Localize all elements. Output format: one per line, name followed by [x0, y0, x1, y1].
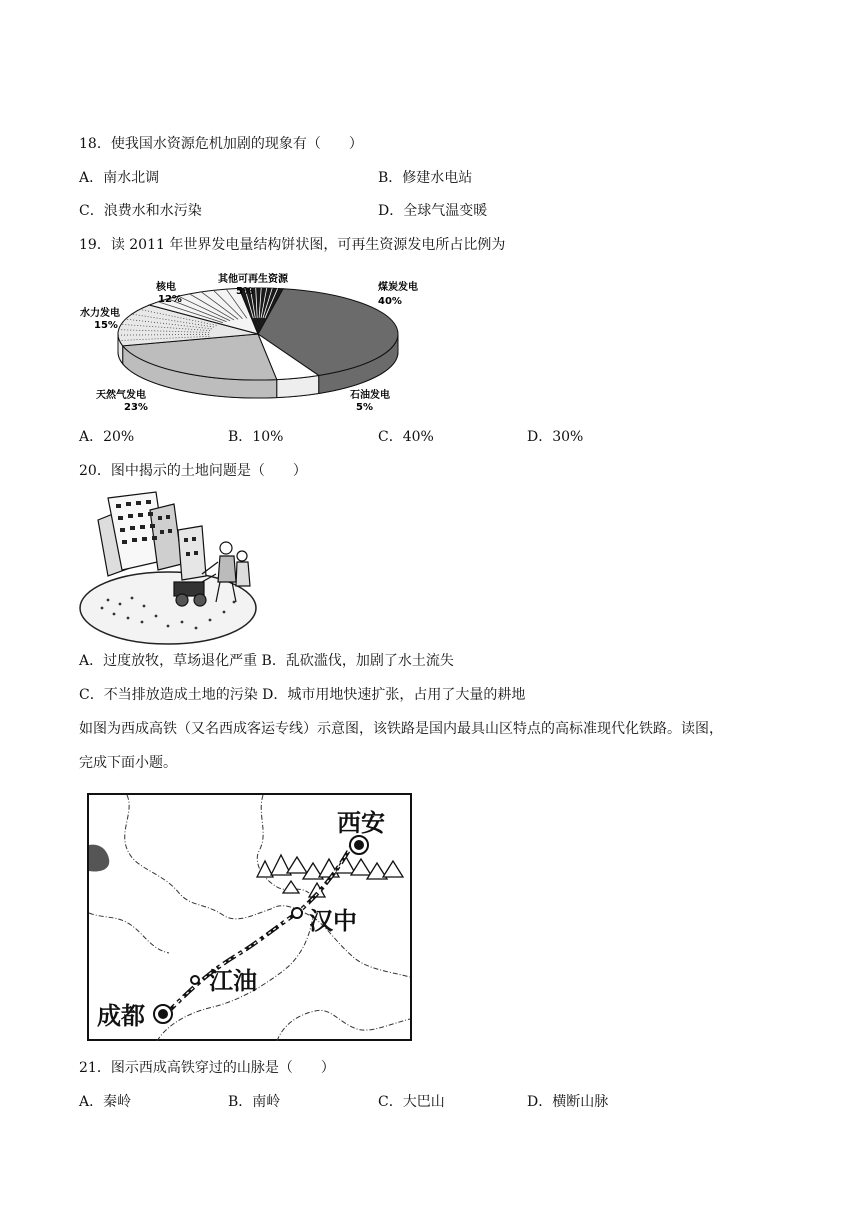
xicheng-railway-map: [87, 793, 412, 1041]
intro-line-1: 如图为西成高铁（又名西成客运专线）示意图，该铁路是国内最具山区特点的高标准现代化铁路。读图，: [79, 721, 723, 737]
q21-option-b: B．南岭: [228, 1094, 281, 1110]
slice-4-value-label: 12%: [158, 294, 182, 305]
farmer-2: [236, 551, 250, 586]
q19-option-b: B．10%: [228, 429, 284, 445]
slice-5-value-label: 5%: [236, 286, 253, 297]
city-marker-hanzhong: [292, 908, 302, 918]
slice-3-value-label: 15%: [94, 320, 118, 331]
city-marker-jiangyou: [191, 976, 199, 984]
q18-stem: 18．使我国水资源危机加剧的现象有（ ）: [79, 136, 363, 152]
q19-stem: 19．读 2011 年世界发电量结构饼状图，可再生资源发电所占比例为: [79, 237, 506, 253]
q21-option-d: D．横断山脉: [527, 1094, 609, 1110]
q20-options-line-2: C．不当排放造成土地的污染 D．城市用地快速扩张，占用了大量的耕地: [79, 687, 526, 703]
city-marker-xian: [350, 836, 368, 854]
power-generation-pie-chart: [78, 268, 438, 418]
slice-0-value-label: 40%: [378, 296, 402, 307]
q21-option-a: A．秦岭: [79, 1094, 132, 1110]
q18-option-a: A．南水北调: [79, 170, 160, 186]
slice-0-name-label: 煤炭发电: [378, 282, 418, 293]
q18-option-d: D．全球气温变暖: [378, 203, 488, 219]
slice-3-name-label: 水力发电: [80, 308, 120, 319]
slice-5-name-label: 其他可再生资源: [218, 274, 288, 285]
slice-1-name-label: 石油发电: [350, 390, 390, 401]
q21-option-c: C．大巴山: [378, 1094, 445, 1110]
city-label-chengdu: 成都: [97, 1002, 145, 1030]
q19-option-c: C．40%: [378, 429, 434, 445]
q19-option-a: A．20%: [79, 429, 135, 445]
q20-options-line-1: A．过度放牧，草场退化严重 B．乱砍滥伐，加剧了水土流失: [79, 653, 454, 669]
city-label-xian: 西安: [337, 809, 385, 837]
slice-1-value-label: 5%: [356, 402, 373, 413]
farmland-ground: [80, 572, 256, 644]
slice-2-name-label: 天然气发电: [96, 390, 146, 401]
city-marker-chengdu: [154, 1005, 172, 1023]
q18-option-b: B．修建水电站: [378, 170, 473, 186]
city-label-hanzhong: 汉中: [309, 907, 357, 935]
q18-option-c: C．浪费水和水污染: [79, 203, 202, 219]
urban-expansion-illustration: [78, 490, 258, 650]
slice-4-name-label: 核电: [156, 282, 176, 293]
intro-line-2: 完成下面小题。: [79, 755, 177, 771]
q21-stem: 21．图示西成高铁穿过的山脉是（ ）: [79, 1060, 335, 1076]
slice-2-value-label: 23%: [124, 402, 148, 413]
q20-stem: 20．图中揭示的土地问题是（ ）: [79, 463, 307, 479]
q19-option-d: D．30%: [527, 429, 584, 445]
city-label-jiangyou: 江油: [209, 967, 257, 995]
